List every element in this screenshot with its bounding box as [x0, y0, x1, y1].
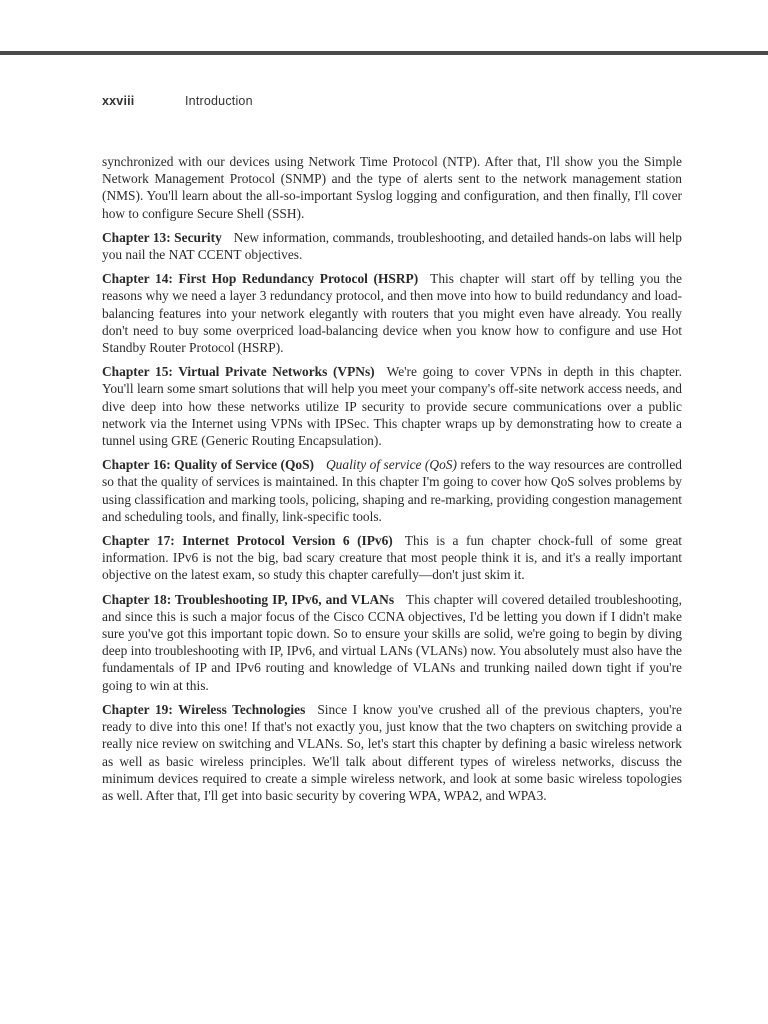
chapter-13-text: New information, commands, troubleshooting, and detailed hands-on labs will help you nail the NAT CCENT objectives. [102, 229, 682, 263]
chapter-17-entry [102, 532, 682, 584]
chapter-16-italic-term: Quality of service (QoS) [326, 457, 457, 473]
chapter-19-text: Since I know you've crushed all of the previous chapters, you're ready to dive into this one! If that's not exactly you, just know that the two chapters on switching provide a really nice review on switching and VLANs. So, let's start this chapter by defining a basic wireless network as well as basic wireless principles. We'll talk about different types of wireless networks, discuss the minimum devices required to create a simple wireless network, and look at some basic wireless topologies as well. After that, I'll get into basic security by covering WPA, WPA2, and WPA3. [102, 701, 682, 803]
chapter-15-text: We're going to cover VPNs in depth in this chapter. You'll learn some smart solutions that will help you meet your company's off-site network access needs, and dive deep into how these networks utilize IP security to provide secure communications over a public network via the Internet using VPNs with IPSec. This chapter wraps up by demonstrating how to create a tunnel using GRE (Generic Routing Encapsulation). [102, 364, 682, 449]
chapter-18-text: This chapter will covered detailed troubleshooting, and since this is such a major focus of the Cisco CCNA objectives, I'd be letting you down if I didn't make sure you've got this important topic down. So to ensure your skills are solid, we're going to begin by diving deep into troubleshooting with IP, IPv6, and virtual LANs (VLANs) now. You absolutely must also have the fundamentals of IP and IPv6 routing and knowledge of VLANs and trunking nailed down tight if you're going to win at this. [102, 591, 682, 693]
chapter-19-entry [102, 701, 682, 804]
running-head [102, 94, 253, 108]
chapter-13-title: Chapter 13: Security [102, 229, 222, 245]
body-text [102, 153, 682, 811]
intro-paragraph: synchronized with our devices using Network Time Protocol (NTP). After that, I'll show you the Simple Network Management Protocol (SNMP) and the type of alerts sent to the network management station (NMS). You'll learn about the all-so-important Syslog logging and configuration, and then finally, I'll cover how to configure Secure Shell (SSH). [102, 154, 682, 221]
chapter-14-title: Chapter 14: First Hop Redundancy Protocol (HSRP) [102, 271, 419, 287]
chapter-17-title: Chapter 17: Internet Protocol Version 6 (IPv6) [102, 533, 393, 549]
chapter-16-title: Chapter 16: Quality of Service (QoS) [102, 457, 315, 473]
chapter-14-text: This chapter will start off by telling you the reasons why we need a layer 3 redundancy protocol, and then move into how to build redundancy and load-balancing features into your network elegantly with routers that you might even have already. You really don't need to buy some overpriced load-balancing device when you know how to configure and use Hot Standby Router Protocol (HSRP). [102, 271, 682, 356]
chapter-16-entry [102, 456, 682, 525]
page-number: xxviii [102, 94, 135, 108]
chapter-13-entry [102, 229, 682, 263]
chapter-18-entry [102, 591, 682, 694]
chapter-17-text: This is a fun chapter chock-full of some great information. IPv6 is not the big, bad scary creature that most people think it is, and it's a really important objective on the latest exam, so study this chapter carefully—don't just skim it. [102, 533, 682, 583]
chapter-19-title: Chapter 19: Wireless Technologies [102, 701, 306, 717]
chapter-18-title: Chapter 18: Troubleshooting IP, IPv6, and VLANs [102, 591, 395, 607]
chapter-14-entry [102, 270, 682, 356]
chapter-16-text: refers to the way resources are controlled so that the quality of services is maintained. In this chapter I'm going to cover how QoS solves problems by using classification and marking tools, policing, shaping and re-marking, providing congestion management and scheduling tools, and finally, link-specific tools. [102, 457, 683, 524]
top-rule [0, 51, 768, 55]
chapter-15-entry [102, 363, 682, 449]
chapter-15-title: Chapter 15: Virtual Private Networks (VPNs) [102, 364, 375, 380]
section-title: Introduction [185, 94, 253, 108]
